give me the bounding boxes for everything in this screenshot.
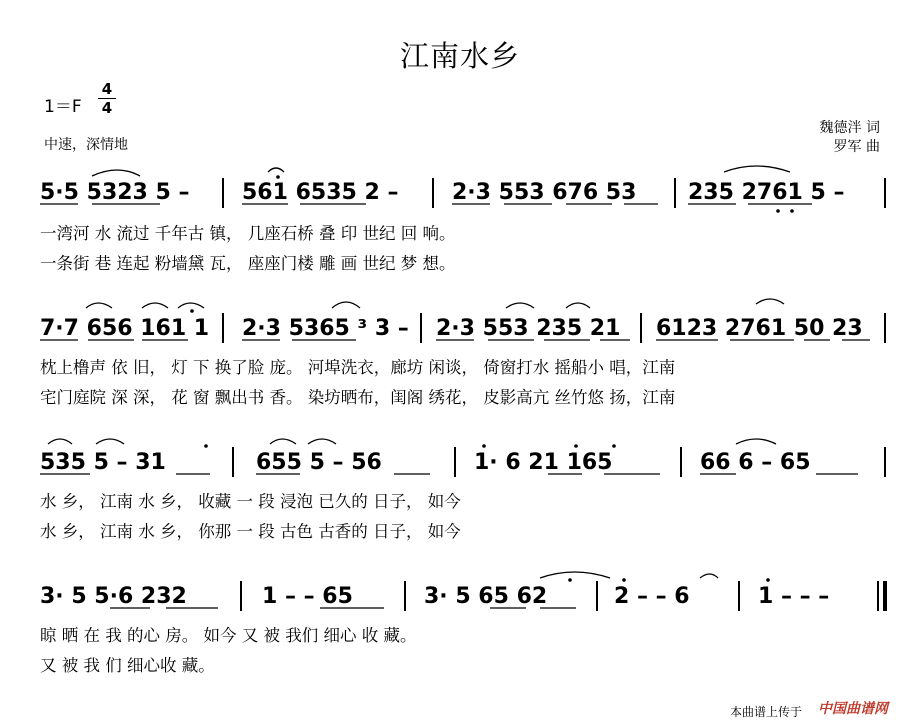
lyric-line-1b: 一条街 巷 连起 粉墙黛 瓦， 座座门楼 雕 画 世纪 梦 想。 [40, 254, 456, 273]
measure-4: 235 2761 5 – [688, 180, 845, 205]
footer-upload-note: 本曲谱上传于 [730, 705, 803, 719]
lyric-line-2a: 枕上橹声 依 旧， 灯 下 换了脸 庞。 河埠洗衣，廊坊 闲谈， 倚窗打水 摇船小 唱，江南 [40, 358, 676, 377]
measure-9: 535 5 – 31 [40, 450, 166, 475]
lyric-line-4b: 又 被 我 们 细心收 藏。 [40, 656, 215, 675]
lyric-line-1a: 一湾河 水 流过 千年古 镇， 几座石桥 叠 印 世纪 回 响。 [40, 224, 456, 243]
lyric-line-2b: 宅门庭院 深 深， 花 窗 飘出书 香。 染坊晒布，闺阁 绣花， 皮影高亢 丝竹悠 扬，江南 [40, 388, 676, 407]
meter-bottom: 4 [101, 99, 113, 117]
lyricist-credit: 魏德泮 词 [819, 120, 880, 136]
measure-16: 2 – – 6 [614, 584, 690, 609]
measure-17: 1 – – – [758, 584, 830, 609]
measure-12: 66 6 – 65 [700, 450, 811, 475]
measure-14: 1 – – 65 [262, 584, 353, 609]
measure-15: 3· 5 65 62 [424, 584, 548, 609]
measure-6: 2·3 5365 ³ 3 – [242, 316, 409, 341]
meter-top: 4 [101, 80, 113, 98]
measure-11: 1· 6 21 165 [474, 450, 613, 475]
lyric-line-4a: 晾 晒 在 我 的心 房。 如今 又 被 我们 细心 收 藏。 [40, 626, 417, 645]
measure-5: 7·7 656 161 1 [40, 316, 210, 341]
measure-7: 2·3 553 235 21 [436, 316, 621, 341]
site-logo[interactable]: 中国曲谱网 [818, 701, 888, 717]
measure-3: 2·3 553 676 53 [452, 180, 637, 205]
key-signature: 1＝F [44, 97, 82, 117]
composer-credit: 罗军 曲 [833, 139, 880, 155]
tempo-marking: 中速，深情地 [44, 137, 128, 153]
lyric-line-3b: 水 乡， 江南 水 乡， 你那 一 段 古色 古香的 日子， 如今 [40, 522, 461, 541]
measure-8: 6123 2761 50 23 [656, 316, 863, 341]
measure-1: 5·5 5323 5 – [40, 180, 190, 205]
measure-2: 561 6535 2 – [242, 180, 399, 205]
measure-10: 655 5 – 56 [256, 450, 382, 475]
page-title: 江南水乡 [399, 39, 520, 73]
lyric-line-3a: 水 乡， 江南 水 乡， 收藏 一 段 浸泡 已久的 日子， 如今 [40, 492, 461, 511]
measure-13: 3· 5 5·6 232 [40, 584, 187, 609]
